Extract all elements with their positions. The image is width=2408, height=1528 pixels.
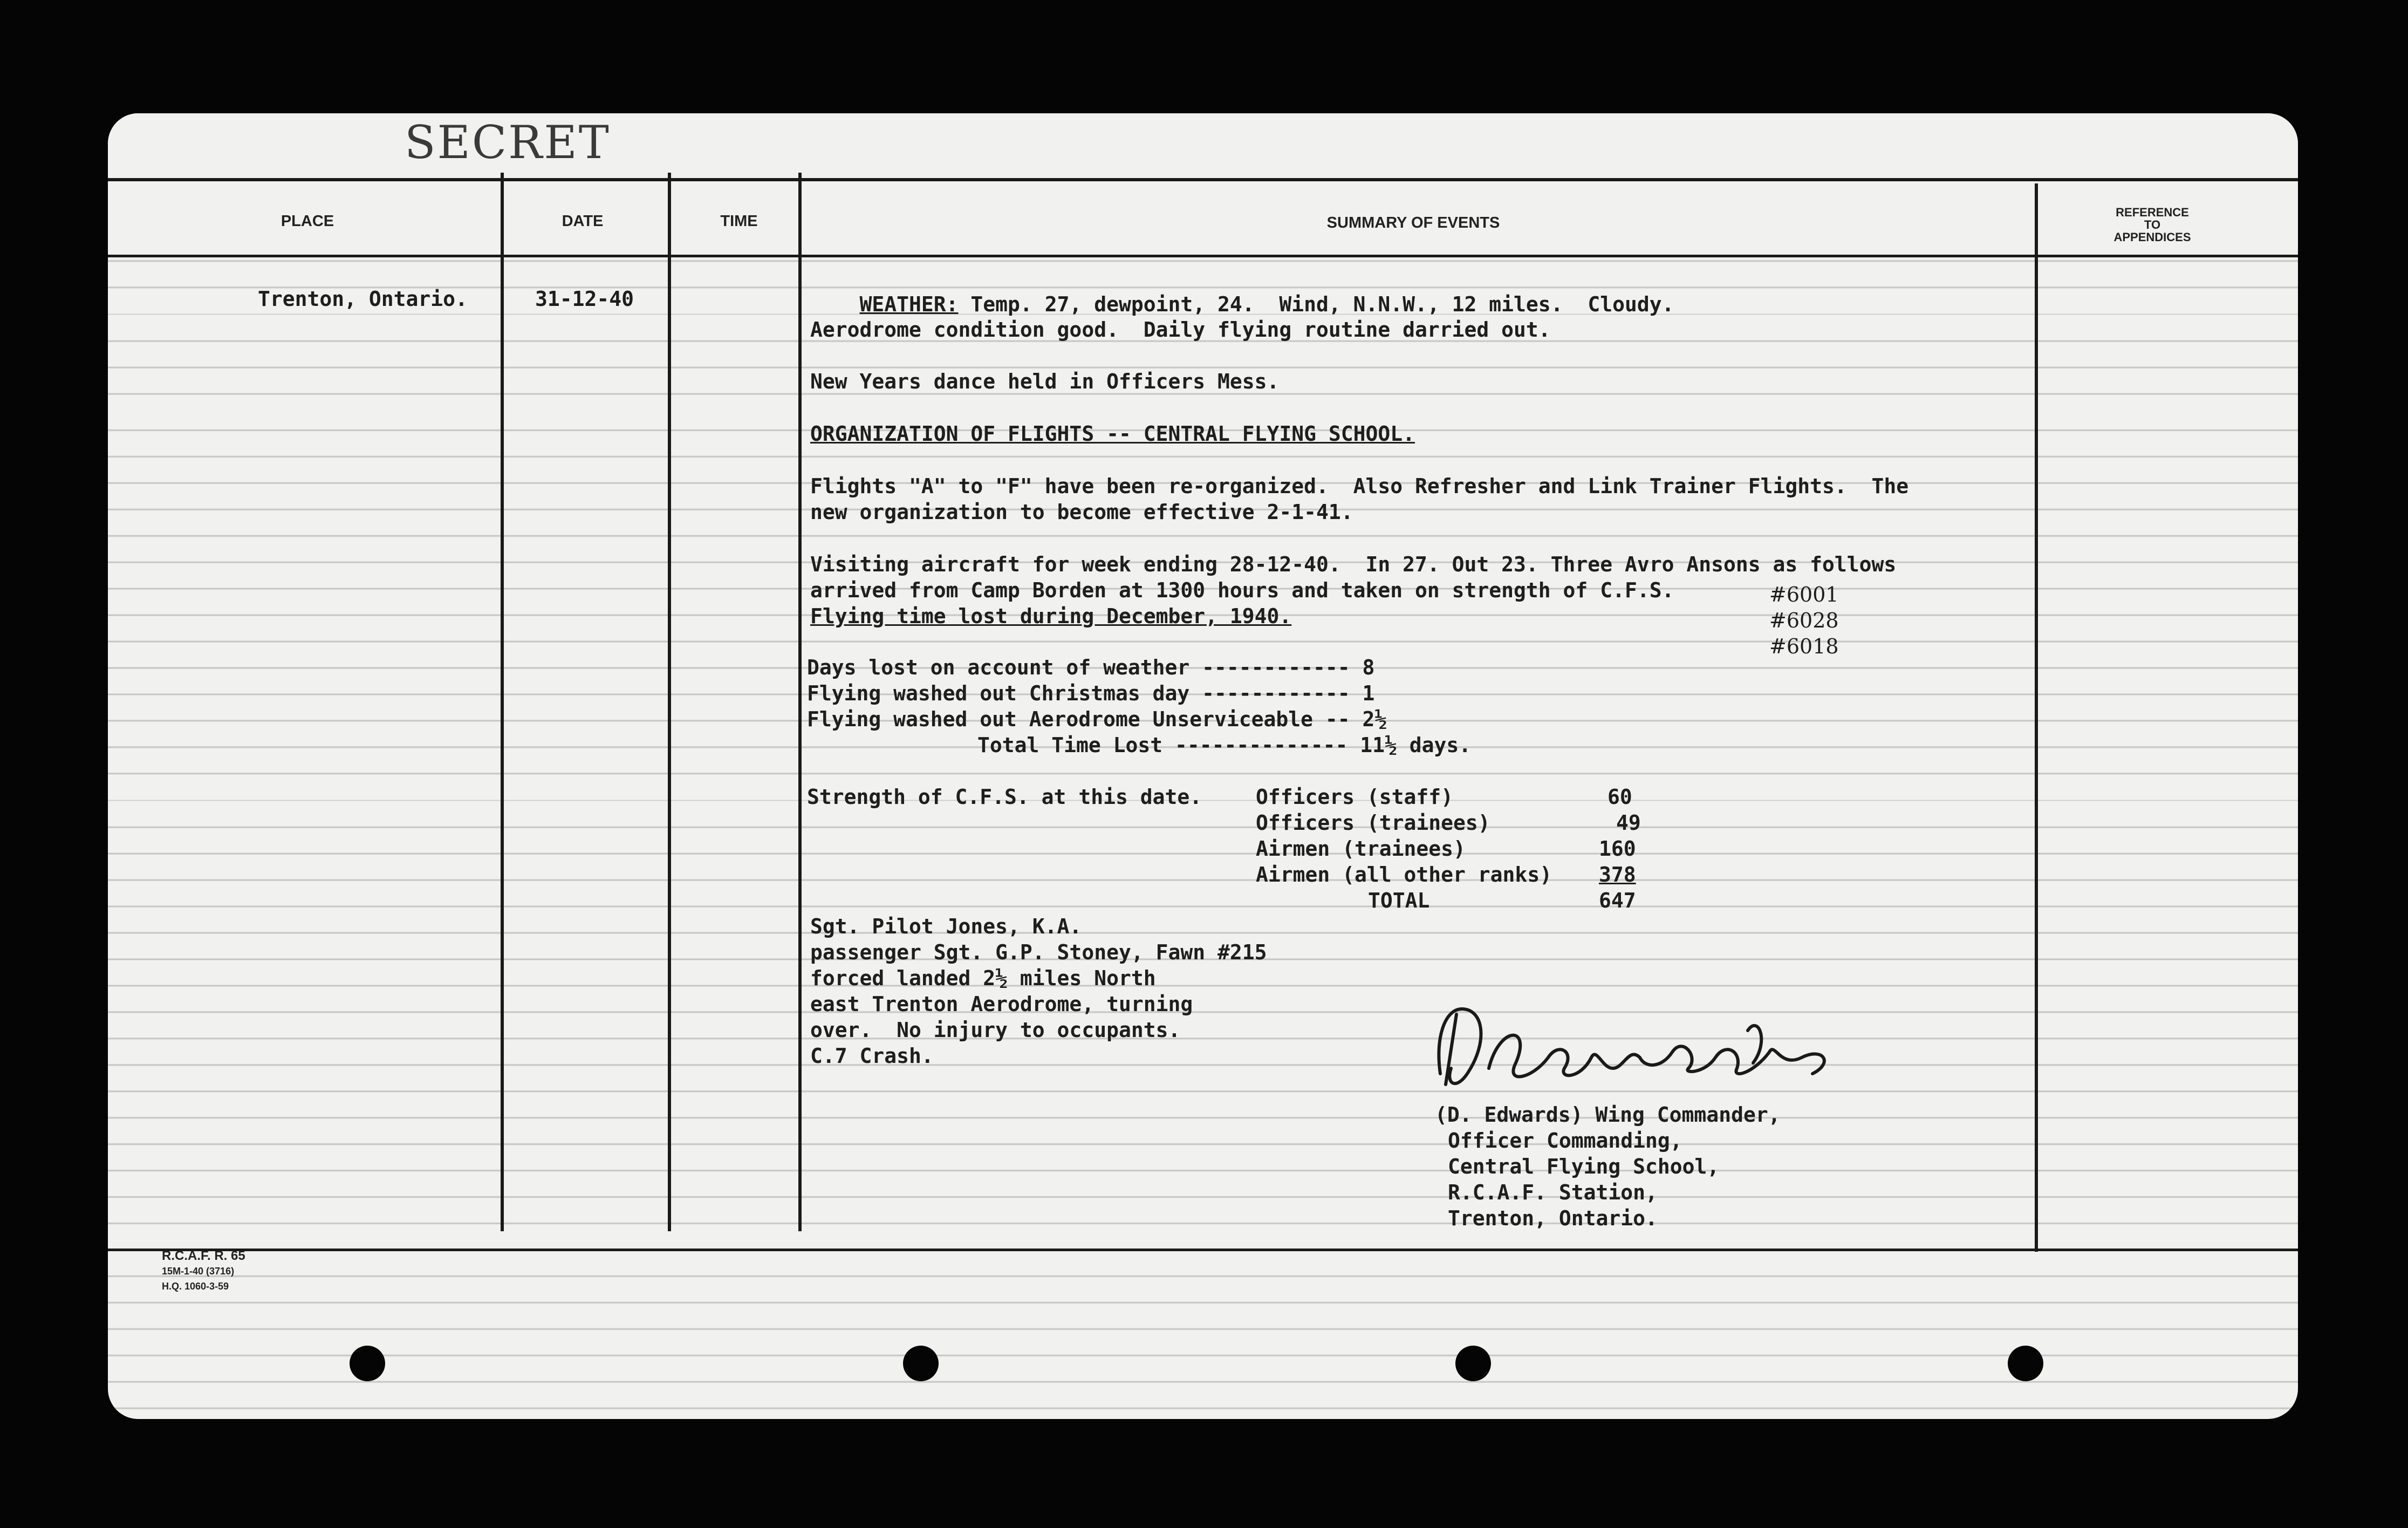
secret-stamp: SECRET <box>405 116 611 169</box>
days-lost-weather: Days lost on account of weather ------------ 8 <box>807 656 1375 679</box>
header-rule <box>108 255 2298 257</box>
strength-value-1: 60 <box>1607 785 1632 809</box>
punch-hole <box>2008 1346 2043 1381</box>
aerodrome-line: Aerodrome condition good. Daily flying routine darried out. <box>810 318 1551 342</box>
column-divider-place <box>501 173 504 1231</box>
strength-value-3: 160 <box>1599 837 1636 861</box>
crash-line-3: forced landed 2½ miles North <box>810 966 1156 990</box>
reference-line-2: TO <box>2144 218 2161 231</box>
strength-total-value: 647 <box>1599 889 1636 912</box>
crash-line-1: Sgt. Pilot Jones, K.A. <box>810 915 1082 938</box>
signature-line-5: Trenton, Ontario. <box>1448 1206 1658 1230</box>
crash-line-6: C.7 Crash. <box>810 1044 934 1068</box>
strength-total-label: TOTAL <box>1368 889 1430 912</box>
punch-hole <box>1455 1346 1491 1381</box>
form-number: R.C.A.F. R. 65 <box>162 1249 245 1263</box>
weather-label: WEATHER: <box>859 292 959 316</box>
flying-time-lost-heading: Flying time lost during December, 1940. <box>810 604 1292 628</box>
signature-line-1: (D. Edwards) Wing Commander, <box>1435 1103 1781 1127</box>
diary-card <box>108 113 2298 1419</box>
column-header-time: TIME <box>720 213 758 230</box>
visiting-line-2: arrived from Camp Borden at 1300 hours and taken on strength of C.F.S. <box>810 578 1674 602</box>
form-print-line: 15M-1-40 (3716) <box>162 1266 235 1277</box>
crash-line-4: east Trenton Aerodrome, turning <box>810 992 1193 1016</box>
flights-line-2: new organization to become effective 2-1-41. <box>810 500 1353 524</box>
strength-value-4: 378 <box>1599 863 1636 886</box>
reference-line-1: REFERENCE <box>2116 206 2189 219</box>
flights-line-1: Flights "A" to "F" have been re-organized. Also Refresher and Link Trainer Flights. The <box>810 474 1909 498</box>
dance-line: New Years dance held in Officers Mess. <box>810 370 1280 393</box>
strength-label-4: Airmen (all other ranks) <box>1256 863 1552 886</box>
column-divider-date <box>668 173 671 1231</box>
anson-serial-3: #6018 <box>1769 635 1839 658</box>
strength-label: Strength of C.F.S. at this date. <box>807 785 1202 809</box>
crash-line-2: passenger Sgt. G.P. Stoney, Fawn #215 <box>810 940 1267 964</box>
punch-hole <box>350 1346 385 1381</box>
strength-label-3: Airmen (trainees) <box>1256 837 1466 861</box>
strength-label-2: Officers (trainees) <box>1256 811 1490 835</box>
column-header-summary: SUMMARY OF EVENTS <box>1326 214 1500 231</box>
entry-date: 31-12-40 <box>535 287 634 311</box>
total-time-lost: Total Time Lost -------------- 11½ days. <box>977 733 1472 757</box>
organization-heading: ORGANIZATION OF FLIGHTS -- CENTRAL FLYING SCHOOL. <box>810 422 1415 446</box>
top-rule <box>108 178 2298 181</box>
signature-line-2: Officer Commanding, <box>1448 1129 1682 1152</box>
column-divider-time <box>798 173 802 1231</box>
days-lost-unserviceable: Flying washed out Aerodrome Unserviceable -- 2½ <box>807 707 1387 731</box>
signature-line-3: Central Flying School, <box>1448 1155 1720 1178</box>
days-lost-christmas: Flying washed out Christmas day ------------ 1 <box>807 681 1375 705</box>
form-footer <box>162 1249 245 1294</box>
strength-value-2: 49 <box>1616 811 1641 835</box>
visiting-line-1: Visiting aircraft for week ending 28-12-40. In 27. Out 23. Three Avro Ansons as follows <box>810 552 1897 576</box>
signature-line-4: R.C.A.F. Station, <box>1448 1181 1658 1204</box>
column-header-reference <box>2071 206 2233 243</box>
signature <box>1424 993 1910 1111</box>
anson-serial-2: #6028 <box>1769 609 1839 632</box>
anson-serial-1: #6001 <box>1769 583 1839 606</box>
reference-line-3: APPENDICES <box>2113 230 2191 244</box>
form-hq-line: H.Q. 1060-3-59 <box>162 1281 229 1292</box>
strength-label-1: Officers (staff) <box>1256 785 1454 809</box>
bottom-rule <box>108 1249 2298 1251</box>
column-divider-summary <box>2035 183 2038 1252</box>
entry-place: Trenton, Ontario. <box>258 287 468 311</box>
punch-hole <box>903 1346 939 1381</box>
column-header-place: PLACE <box>281 213 334 230</box>
column-header-date: DATE <box>562 213 604 230</box>
crash-line-5: over. No injury to occupants. <box>810 1018 1181 1042</box>
weather-text: Temp. 27, dewpoint, 24. Wind, N.N.W., 12 miles. Cloudy. <box>958 292 1674 316</box>
